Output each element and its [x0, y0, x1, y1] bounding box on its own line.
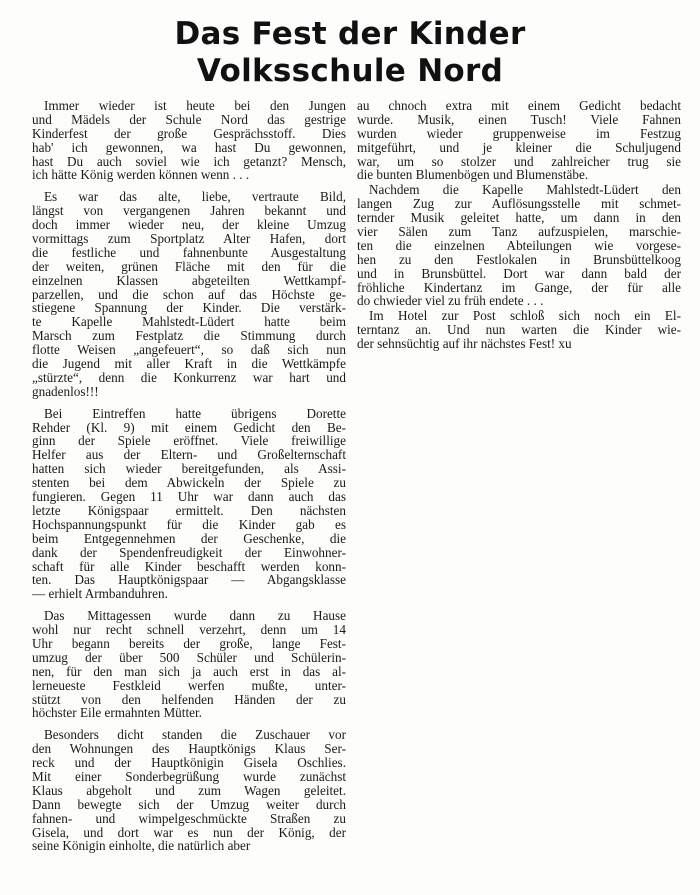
text-line: hatten sich wieder bereitgefunden, als Assi-: [32, 461, 346, 477]
article-paragraph: [357, 99, 681, 182]
text-line: die festliche und fahnenbunte Ausgestaltung: [32, 244, 346, 260]
text-line: Es war das alte, liebe, vertraute Bild,: [44, 189, 346, 205]
text-line: doch immer wieder neu, der kleine Umzug: [32, 217, 346, 233]
text-line: Gisela, und dort war es nun der König, der: [32, 824, 346, 840]
article-paragraph: [32, 407, 346, 601]
text-line: Rehder (Kl. 9) mit einem Gedicht den Be-: [32, 419, 346, 435]
text-line: und in Brunsbüttel. Dort war dann bald der: [357, 265, 681, 281]
text-line: lerneueste Festkleid werfen mußte, unter-: [32, 677, 346, 693]
text-line: fröhliche Kindertanz im Gange, der für alle: [357, 279, 681, 295]
text-line: umzug der über 500 Schüler und Schülerin-: [32, 649, 346, 665]
text-line: Uhr begann bereits der große, lange Fest-: [32, 635, 346, 651]
text-line: au chnoch extra mit einem Gedicht bedacht: [357, 98, 681, 113]
headline-line-1: Das Fest der Kinder: [174, 16, 526, 52]
text-line: gnadenlos!!!: [32, 383, 99, 399]
text-line: ten. Das Hauptkönigspaar — Abgangsklasse: [32, 572, 346, 588]
text-line: flotte Weisen „angefeuert“, so daß sich nun: [32, 342, 346, 358]
text-line: Nachdem die Kapelle Mahlstedt-Lüdert den: [369, 182, 681, 198]
text-line: fungieren. Gegen 11 Uhr war dann auch das: [32, 489, 346, 505]
text-line: den Wohnungen des Hauptkönigs Klaus Ser-: [32, 741, 346, 757]
article-paragraph: [357, 183, 681, 308]
text-line: stützt von den helfenden Händen der zu: [32, 691, 346, 707]
text-line: Hochspannungspunkt für die Kinder gab es: [32, 516, 346, 532]
text-line: einzelnen Klassen abgeteilten Wettkampf-: [32, 272, 346, 288]
text-line: terntanz an. Und nun warten die Kinder wie-: [357, 322, 681, 338]
text-line: te Kapelle Mahlstedt-Lüdert hatte beim: [32, 314, 346, 330]
text-line: letzte Königspaar ermittelt. Den nächsten: [32, 502, 346, 518]
text-line: ternder Musik geleitet hatte, um dann in den: [357, 210, 681, 226]
text-line: stiegene Spannung der Kinder. Die verstärk-: [32, 300, 346, 316]
text-line: seine Königin einholte, die natürlich aber: [32, 838, 251, 854]
text-line: und Mädels der Schule Nord das gestrige: [32, 111, 346, 127]
text-line: hab' ich gewonnen, wa hast Du gewonnen,: [32, 139, 346, 155]
text-line: Immer wieder ist heute bei den Jungen: [44, 98, 346, 113]
text-line: do chwieder viel zu früh endete . . .: [357, 293, 544, 309]
text-line: — erhielt Armbanduhren.: [32, 586, 168, 602]
text-line: ten die einzelnen Abteilungen wie vorgese-: [357, 237, 681, 253]
article-paragraph: [32, 99, 346, 182]
article-paragraph: [357, 309, 681, 351]
text-line: Mit einer Sonderbegrüßung wurde zunächst: [32, 768, 346, 784]
article-column-left: [32, 99, 346, 861]
text-line: Im Hotel zur Post schloß sich noch ein El-: [369, 308, 681, 324]
text-line: Helfer aus der Eltern- und Großelternschaft: [32, 447, 346, 463]
text-line: der weiten, grünen Fläche mit den für die: [32, 258, 346, 274]
text-line: stenten bei dem Abwickeln der Spiele zu: [32, 475, 346, 491]
text-line: Das Mittagessen wurde dann zu Hause: [44, 608, 346, 624]
text-line: die Jugend mit aller Kraft in die Wettkämpfe: [32, 356, 346, 372]
text-line: mitgeführt, und je kleiner die Schuljugend: [357, 139, 681, 155]
text-line: Besonders dicht standen die Zuschauer vor: [44, 727, 346, 743]
text-line: „stürzte“, denn die Konkurrenz war hart und: [32, 369, 346, 385]
text-line: hast Du auch soviel wie ich getanzt? Mensch,: [32, 153, 346, 169]
text-line: nen, für den man sich ja auch erst in das al-: [32, 663, 346, 679]
text-line: parzellen, und die schon auf das Höchste ge-: [32, 286, 346, 302]
text-line: dank der Spendenfreudigkeit der Einwohner-: [32, 544, 346, 560]
article-paragraph: [32, 609, 346, 720]
text-line: vier Sälen zum Tanz aufzuspielen, marschie-: [357, 224, 681, 240]
text-line: Kinderfest der große Gesprächsstoff. Dies: [32, 125, 346, 141]
article-paragraph: [32, 728, 346, 853]
text-line: ich hätte König werden können wenn . . .: [32, 167, 250, 183]
text-line: langen Zug zur Auflösungsstelle mit schmet-: [357, 196, 681, 212]
text-line: die bunten Blumenbögen und Blumenstäbe.: [357, 167, 589, 183]
text-line: vormittags zum Sportplatz Alter Hafen, dort: [32, 231, 346, 247]
text-line: wurden wieder gruppenweise im Festzug: [357, 125, 681, 141]
headline-line-2: Volksschule Nord: [196, 53, 504, 89]
text-line: reck und der Hauptkönigin Gisela Oschlies.: [32, 755, 346, 771]
text-line: ginn der Spiele eröffnet. Viele freiwillige: [32, 433, 346, 449]
article-paragraph: [32, 190, 346, 398]
text-line: Dann bewegte sich der Umzug weiter durch: [32, 796, 346, 812]
text-line: fahnen- und wimpelgeschmückte Straßen zu: [32, 810, 346, 826]
text-line: schaft für alle Kinder beschafft werden konn-: [32, 558, 346, 574]
text-line: höchster Eile ermahnten Mütter.: [32, 705, 202, 721]
text-line: war, um so stolzer und zahlreicher trug sie: [357, 153, 681, 169]
text-line: wohl nur recht schnell verzehrt, denn um 14: [32, 622, 346, 638]
text-line: Bei Eintreffen hatte übrigens Dorette: [44, 405, 346, 421]
text-line: Klaus abgeholt und zum Wagen geleitet.: [32, 782, 346, 798]
text-line: der sehnsüchtig auf ihr nächstes Fest! xu: [357, 336, 572, 352]
text-line: Marsch zum Festplatz die Stimmung durch: [32, 328, 346, 344]
text-line: beim Entgegennehmen der Geschenke, die: [32, 530, 346, 546]
text-line: hen zu den Festlokalen in Brunsbüttelkoog: [357, 251, 681, 267]
text-line: wurde. Musik, einen Tusch! Viele Fahnen: [357, 111, 681, 127]
article-column-right: [357, 99, 681, 352]
text-line: längst von vergangenen Jahren bekannt und: [32, 203, 346, 219]
